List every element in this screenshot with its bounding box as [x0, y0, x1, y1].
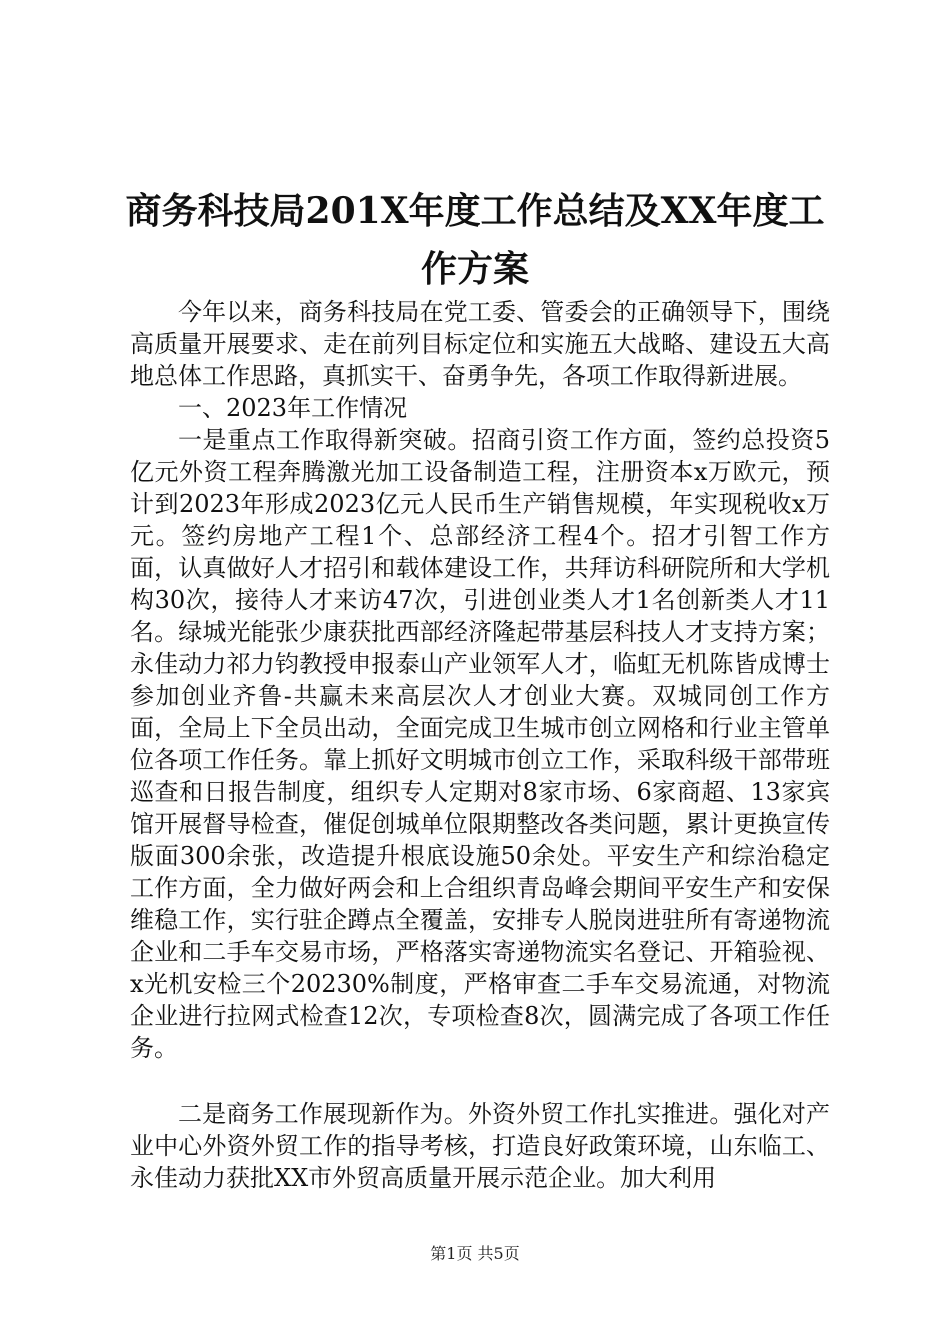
section-heading: 一、2023年工作情况 [178, 394, 408, 422]
intro-paragraph: 今年以来，商务科技局在党工委、管委会的正确领导下，围绕高质量开展要求、走在前列目标定位和实施五大战略、建设五大高地总体工作思路，真抓实干、奋勇争先，各项工作取得新进展。 [130, 298, 830, 390]
document-body [130, 296, 830, 1194]
body-paragraph-key-work: 一是重点工作取得新突破。招商引资工作方面，签约总投资5亿元外资工程奔腾激光加工设备制造工程，注册资本x万欧元，预计到2023年形成2023亿元人民币生产销售规模，年实现税收x万元。签约房地产工程1个、总部经济工程4个。招才引智工作方面，认真做好人才招引和载体建设工作，共拜访科研院所和大学机构30次，接待人才来访47次，引进创业类人才1名创新类人才11名。绿城光能张少康获批西部经济隆起带基层科技人才支持方案；永佳动力祁力钧教授申报泰山产业领军人才，临虹无机陈皆成博士参加创业齐鲁-共赢未来高层次人才创业大赛。双城同创工作方面，全局上下全员出动，全面完成卫生城市创立网格和行业主管单位各项工作任务。靠上抓好文明城市创立工作，采取科级干部带班巡查和日报告制度，组织专人定期对8家市场、6家商超、13家宾馆开展督导检查，催促创城单位限期整改各类问题，累计更换宣传版面300余张，改造提升根底设施50余处。平安生产和综治稳定工作方面，全力做好两会和上合组织青岛峰会期间平安生产和安保维稳工作，实行驻企蹲点全覆盖，安排专人脱岗进驻所有寄递物流企业和二手车交易市场，严格落实寄递物流实名登记、开箱验视、x光机安检三个20230%制度，严格审查二手车交易流通，对物流企业进行拉网式检查12次，专项检查8次，圆满完成了各项工作任务。 [130, 426, 830, 1062]
body-paragraph-commerce: 二是商务工作展现新作为。外资外贸工作扎实推进。强化对产业中心外资外贸工作的指导考核，打造良好政策环境，山东临工、永佳动力获批XX市外贸高质量开展示范企业。加大利用 [130, 1100, 830, 1192]
document-title: 商务科技局201X年度工作总结及XX年度工作方案 [125, 190, 825, 290]
page-footer: 第1页 共5页 [430, 1244, 520, 1263]
